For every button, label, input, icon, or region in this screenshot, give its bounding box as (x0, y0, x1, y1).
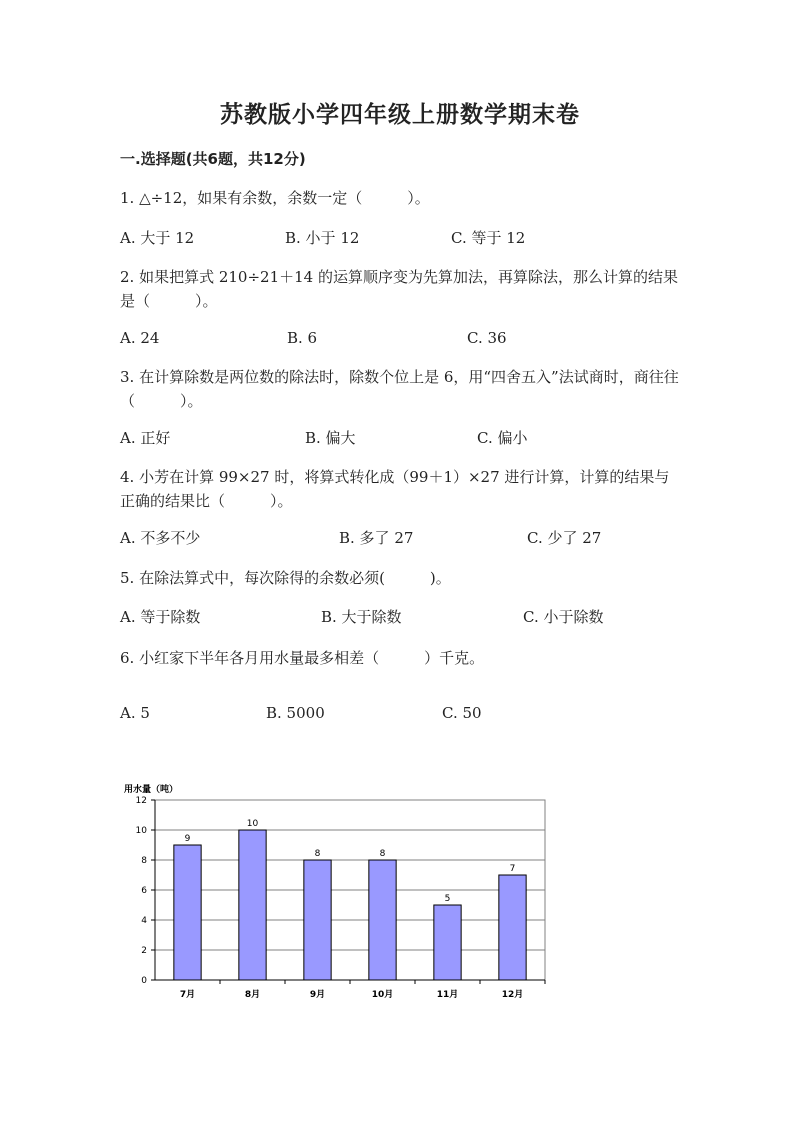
bar (434, 905, 461, 980)
bar-value-label: 5 (444, 894, 451, 904)
question-3: 3. 在计算除数是两位数的除法时，除数个位上是 6，用“四舍五入”法试商时，商往往（ ）。 (120, 368, 679, 410)
q3-option-b[interactable]: B. 偏大 (305, 429, 356, 447)
x-tick-label: 12月 (501, 990, 524, 1000)
y-axis-label: 用水量（吨） (124, 785, 179, 795)
y-tick-label: 4 (141, 916, 147, 926)
bar-value-label: 9 (184, 834, 191, 844)
water-usage-bar-chart (110, 778, 560, 1010)
question-6: 6. 小红家下半年各月用水量最多相差（ ）千克。 (120, 649, 485, 667)
question-4: 4. 小芳在计算 99×27 时，将算式转化成（99＋1）×27 进行计算，计算的结果与正确的结果比（ ）。 (120, 468, 670, 510)
x-tick-label: 10月 (371, 990, 394, 1000)
question-2: 2. 如果把算式 210÷21＋14 的运算顺序变为先算加法，再算除法，那么计算的结果是（ ）。 (120, 268, 678, 310)
bar-value-label: 8 (314, 849, 321, 859)
q4-option-a[interactable]: A. 不多不少 (120, 529, 201, 547)
question-5: 5. 在除法算式中，每次除得的余数必须( )。 (120, 569, 451, 587)
bar (239, 830, 266, 980)
q1-option-a[interactable]: A. 大于 12 (120, 229, 195, 247)
y-tick-label: 10 (135, 826, 147, 836)
q3-option-c[interactable]: C. 偏小 (477, 429, 528, 447)
bar (174, 845, 201, 980)
q6-option-b[interactable]: B. 5000 (266, 704, 325, 722)
q6-option-a[interactable]: A. 5 (120, 704, 150, 722)
bar (499, 875, 526, 980)
bar-value-label: 8 (379, 849, 386, 859)
bar (369, 860, 396, 980)
q2-option-c[interactable]: C. 36 (467, 329, 507, 347)
q5-option-b[interactable]: B. 大于除数 (321, 608, 402, 626)
y-tick-label: 6 (141, 886, 147, 896)
q4-option-c[interactable]: C. 少了 27 (527, 529, 602, 547)
x-tick-label: 11月 (436, 990, 459, 1000)
x-tick-label: 9月 (309, 990, 326, 1000)
x-tick-label: 7月 (179, 990, 196, 1000)
q4-option-b[interactable]: B. 多了 27 (339, 529, 414, 547)
y-tick-label: 2 (141, 946, 147, 956)
q5-option-a[interactable]: A. 等于除数 (120, 608, 201, 626)
q1-option-b[interactable]: B. 小于 12 (285, 229, 360, 247)
q5-option-c[interactable]: C. 小于除数 (523, 608, 604, 626)
y-tick-label: 0 (141, 976, 147, 986)
q6-option-c[interactable]: C. 50 (442, 704, 482, 722)
q2-option-a[interactable]: A. 24 (120, 329, 160, 347)
q3-option-a[interactable]: A. 正好 (120, 429, 171, 447)
bar-value-label: 7 (509, 864, 516, 874)
page-title: 苏教版小学四年级上册数学期末卷 (220, 101, 580, 128)
y-tick-label: 12 (135, 796, 147, 806)
bar-value-label: 10 (246, 819, 259, 829)
question-1: 1. △÷12，如果有余数，余数一定（ ）。 (120, 189, 430, 207)
x-tick-label: 8月 (244, 990, 261, 1000)
bar (304, 860, 331, 980)
q2-option-b[interactable]: B. 6 (287, 329, 318, 347)
q1-option-c[interactable]: C. 等于 12 (451, 229, 526, 247)
y-tick-label: 8 (141, 856, 147, 866)
section-heading: 一.选择题(共6题，共12分) (120, 150, 306, 168)
